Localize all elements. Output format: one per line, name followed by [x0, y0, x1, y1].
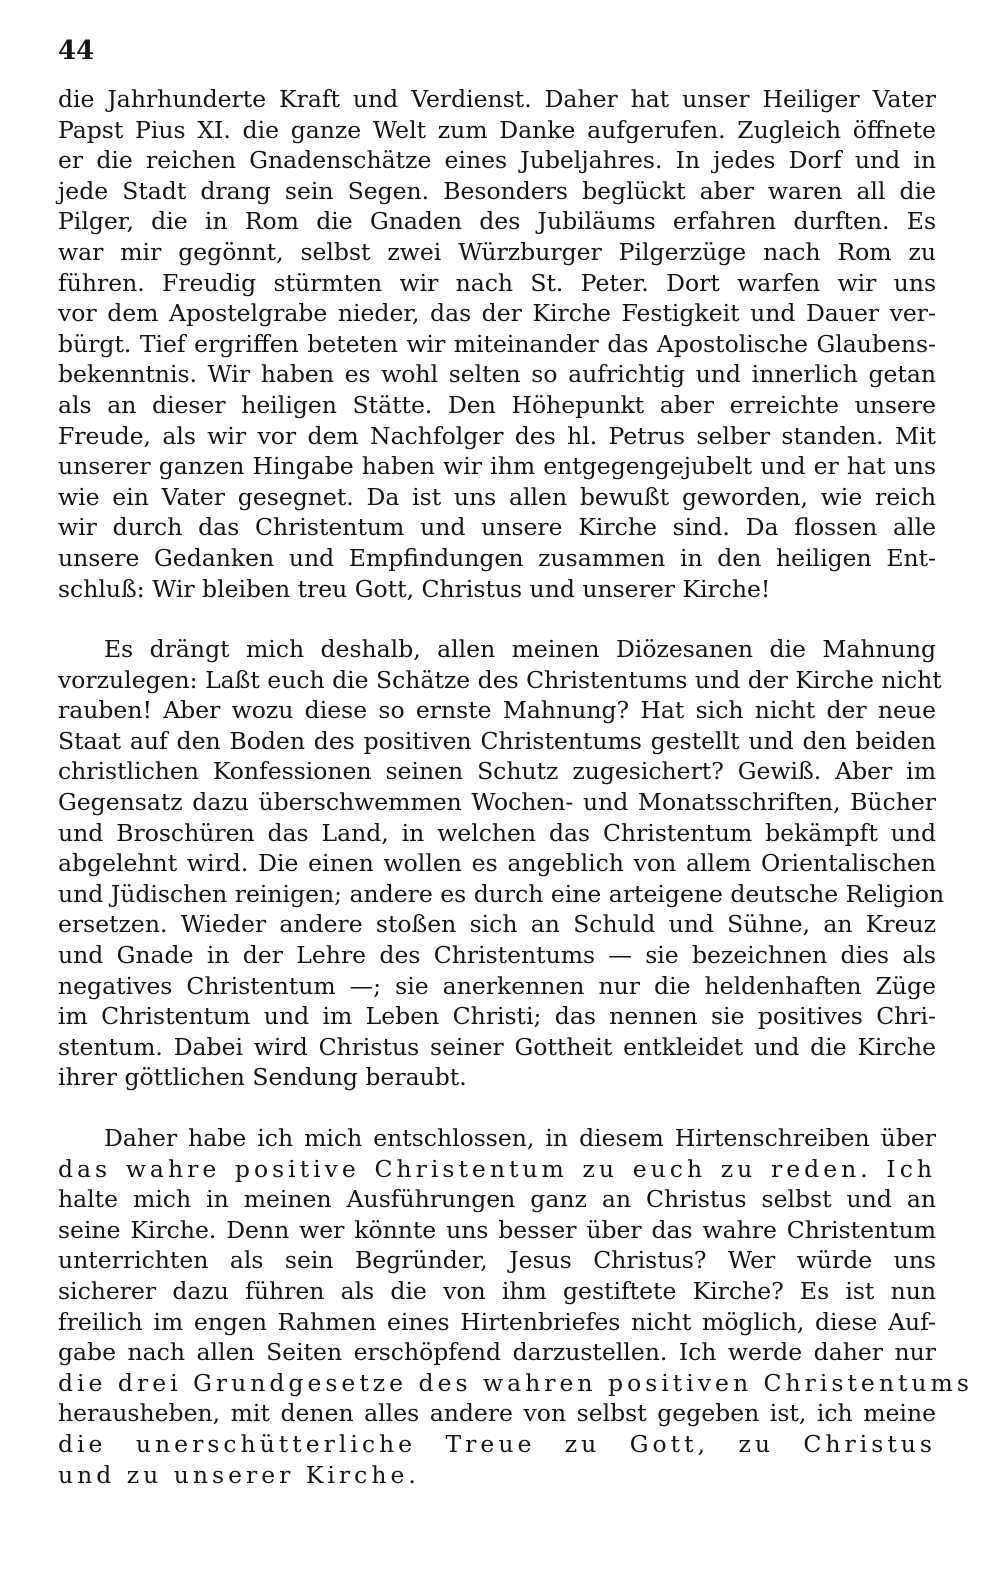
paragraph-3	[58, 1123, 973, 1490]
text-line: seine Kirche. Denn wer könnte uns besser über das wahre Christentum	[58, 1215, 936, 1244]
body-text	[58, 84, 973, 1490]
text-line: Es drängt mich deshalb, allen meinen Diözesanen die Mahnung	[104, 635, 936, 664]
text-line: Freude, als wir vor dem Nachfolger des hl. Petrus selber standen. Mit	[58, 421, 936, 450]
text-line: unsere Gedanken und Empfindungen zusammen in den heiligen Ent-	[58, 543, 936, 572]
page-number: 44	[58, 36, 95, 66]
text-line: bürgt. Tief ergriffen beteten wir miteinander das Apostolische Glaubens-	[58, 329, 936, 358]
text-line: abgelehnt wird. Die einen wollen es angeblich von allem Orientalischen	[58, 849, 936, 878]
text-line: und Jüdischen reinigen; andere es durch eine arteigene deutsche Religion	[58, 879, 945, 908]
text-line: Pilger, die in Rom die Gnaden des Jubiläums erfahren durften. Es	[58, 207, 936, 236]
text-line: war mir gegönnt, selbst zwei Würzburger Pilgerzüge nach Rom zu	[58, 237, 936, 266]
text-line: Staat auf den Boden des positiven Christentums gestellt und den beiden	[58, 726, 936, 755]
text-line: und Gnade in der Lehre des Christentums — sie bezeichnen dies als	[58, 941, 936, 970]
text-line: führen. Freudig stürmten wir nach St. Peter. Dort warfen wir uns	[58, 268, 936, 297]
text-line: rauben! Aber wozu diese so ernste Mahnung? Hat sich nicht der neue	[58, 696, 936, 725]
text-line: christlichen Konfessionen seinen Schutz zugesichert? Gewiß. Aber im	[58, 757, 936, 786]
paragraph-2	[58, 634, 945, 1093]
text-line: herausheben, mit denen alles andere von selbst gegeben ist, ich meine	[58, 1399, 936, 1428]
text-line: halte mich in meinen Ausführungen ganz an Christus selbst und an	[58, 1185, 936, 1214]
text-line: die unerschütterliche Treue zu Gott, zu Christus	[58, 1429, 936, 1458]
text-line: ersetzen. Wieder andere stoßen sich an Schuld und Sühne, an Kreuz	[58, 910, 936, 939]
text-line: bekenntnis. Wir haben es wohl selten so aufrichtig und innerlich getan	[58, 360, 936, 389]
text-line: Daher habe ich mich entschlossen, in diesem Hirtenschreiben über	[104, 1124, 936, 1152]
text-line: vorzulegen: Laßt euch die Schätze des Christentums und der Kirche nicht	[58, 665, 942, 694]
text-line: und Broschüren das Land, in welchen das Christentum bekämpft und	[58, 818, 936, 847]
text-line: wir durch das Christentum und unsere Kirche sind. Da flossen alle	[58, 513, 936, 542]
text-line: unserer ganzen Hingabe haben wir ihm entgegengejubelt und er hat uns	[58, 452, 936, 481]
paragraph-gap	[58, 1093, 936, 1123]
text-line: wie ein Vater gesegnet. Da ist uns allen bewußt geworden, wie reich	[58, 482, 936, 511]
text-line: gabe nach allen Seiten erschöpfend darzustellen. Ich werde daher nur	[58, 1338, 936, 1367]
text-line: als an dieser heiligen Stätte. Den Höhepunkt aber erreichte unsere	[58, 390, 936, 419]
text-line: das wahre positive Christentum zu euch zu reden. Ich	[58, 1154, 936, 1183]
text-line: stentum. Dabei wird Christus seiner Gottheit entkleidet und die Kirche	[58, 1032, 936, 1061]
text-line: sicherer dazu führen als die von ihm gestiftete Kirche? Es ist nun	[58, 1276, 936, 1305]
text-line: schluß: Wir bleiben treu Gott, Christus und unserer Kirche!	[58, 574, 771, 603]
text-line: ihrer göttlichen Sendung beraubt.	[58, 1063, 467, 1092]
text-line: unterrichten als sein Begründer, Jesus Christus? Wer würde uns	[58, 1246, 936, 1275]
text-line: vor dem Apostelgrabe nieder, das der Kirche Festigkeit und Dauer ver-	[58, 299, 936, 328]
text-line: Papst Pius XI. die ganze Welt zum Danke aufgerufen. Zugleich öffnete	[58, 115, 936, 144]
text-line: er die reichen Gnadenschätze eines Jubeljahres. In jedes Dorf und in	[58, 146, 936, 175]
text-line: negatives Christentum —; sie anerkennen nur die heldenhaften Züge	[58, 971, 936, 1000]
text-line: die Jahrhunderte Kraft und Verdienst. Daher hat unser Heiliger Vater	[58, 85, 936, 113]
text-line: die drei Grundgesetze des wahren positiven Christentums	[58, 1368, 973, 1397]
paragraph-1	[58, 84, 936, 604]
text-line: freilich im engen Rahmen eines Hirtenbriefes nicht möglich, diese Auf-	[58, 1307, 936, 1336]
text-line: Gegensatz dazu überschwemmen Wochen- und Monatsschriften, Bücher	[58, 788, 936, 817]
text-line: jede Stadt drang sein Segen. Besonders beglückt aber waren all die	[58, 176, 936, 205]
text-line: im Christentum und im Leben Christi; das nennen sie positives Chri-	[58, 1002, 936, 1031]
paragraph-gap	[58, 604, 936, 634]
text-line: und zu unserer Kirche.	[58, 1460, 420, 1489]
